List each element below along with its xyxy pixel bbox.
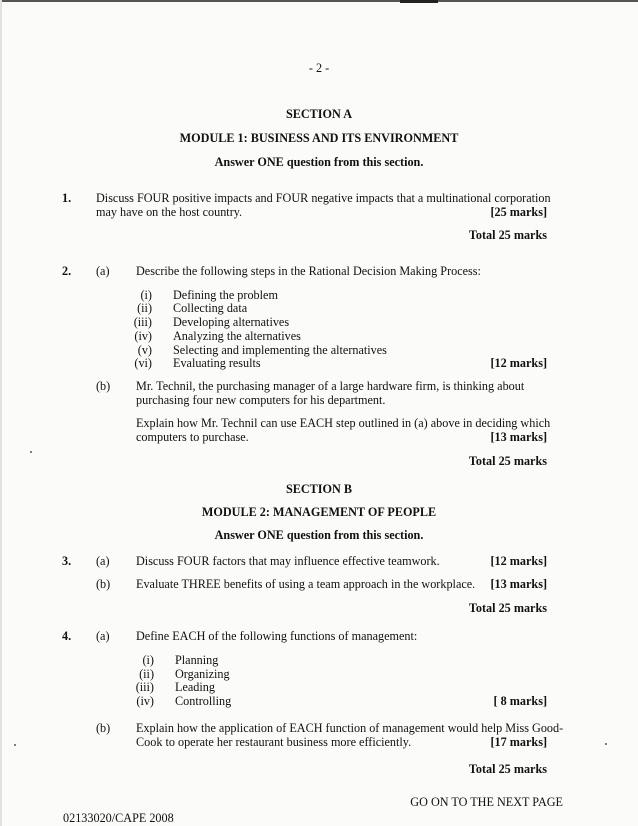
list-item-text: Defining the problem	[173, 288, 278, 302]
question-3-total: Total 25 marks	[468, 601, 547, 615]
page-number: - 2 -	[308, 61, 330, 75]
question-4b-text-line2: Cook to operate her restaurant business more efficiently.	[136, 735, 412, 749]
question-1-text-line1: Discuss FOUR positive impacts and FOUR negative impacts that a multinational corporation	[96, 191, 551, 205]
scan-left-edge	[0, 0, 2, 826]
question-4a-text: Define EACH of the following functions of management:	[136, 629, 418, 643]
scan-top-mark	[400, 0, 438, 3]
question-3b-label: (b)	[96, 577, 111, 591]
module-1-title: MODULE 1: BUSINESS AND ITS ENVIRONMENT	[179, 131, 459, 145]
question-2a-marks: [12 marks]	[490, 356, 547, 370]
list-item-text: Organizing	[175, 667, 230, 681]
list-item-number: (ii)	[137, 301, 152, 315]
question-4b-marks: [17 marks]	[490, 735, 547, 749]
list-item-number: (iv)	[134, 329, 152, 343]
list-item-text: Analyzing the alternatives	[173, 329, 301, 343]
list-item-text: Developing alternatives	[173, 315, 290, 329]
question-2-total: Total 25 marks	[468, 454, 547, 468]
question-4a-marks: [ 8 marks]	[493, 694, 547, 708]
question-4-total: Total 25 marks	[468, 762, 547, 776]
question-3-number: 3.	[62, 554, 72, 568]
question-2b-label: (b)	[96, 379, 111, 393]
question-4a-label: (a)	[96, 629, 110, 643]
list-item-number: (ii)	[139, 667, 154, 681]
scan-speck	[30, 451, 32, 453]
question-3b-marks: [13 marks]	[490, 577, 547, 591]
question-4b-label: (b)	[96, 721, 111, 735]
list-item-text: Planning	[175, 653, 219, 667]
list-item-number: (v)	[137, 343, 152, 357]
question-4b-text-line1: Explain how the application of EACH function of management would help Miss Good-	[136, 721, 564, 735]
scan-speck	[605, 743, 607, 745]
question-2a-label: (a)	[96, 264, 110, 278]
question-3a-text: Discuss FOUR factors that may influence effective teamwork.	[136, 554, 440, 568]
list-item-number: (vi)	[134, 356, 152, 370]
module-2-title: MODULE 2: MANAGEMENT OF PEOPLE	[201, 505, 437, 519]
list-item-number: (i)	[140, 288, 152, 302]
question-2a-text: Describe the following steps in the Rational Decision Making Process:	[136, 264, 481, 278]
question-2b-text-line4: computers to purchase.	[136, 430, 249, 444]
question-1-text-line2: may have on the host country.	[96, 205, 243, 219]
question-3b-text: Evaluate THREE benefits of using a team approach in the workplace.	[136, 577, 476, 591]
list-item-text: Controlling	[175, 694, 232, 708]
list-item-number: (iv)	[136, 694, 154, 708]
question-3a-marks: [12 marks]	[490, 554, 547, 568]
section-a-title: SECTION A	[285, 107, 353, 121]
next-page-prompt: GO ON TO THE NEXT PAGE	[410, 795, 563, 809]
scan-top-border	[0, 0, 638, 2]
question-2b-marks: [13 marks]	[490, 430, 547, 444]
list-item-number: (i)	[142, 653, 154, 667]
question-2b-text-line1: Mr. Technil, the purchasing manager of a large hardware firm, is thinking about	[136, 379, 525, 393]
paper-code: 02133020/CAPE 2008	[63, 811, 174, 825]
question-4-number: 4.	[62, 629, 72, 643]
list-item-number: (iii)	[135, 680, 154, 694]
list-item-text: Leading	[175, 680, 215, 694]
list-item-text: Collecting data	[173, 301, 248, 315]
question-2-number: 2.	[62, 264, 72, 278]
list-item-number: (iii)	[133, 315, 152, 329]
question-1-number: 1.	[62, 191, 72, 205]
section-a-instruction: Answer ONE question from this section.	[214, 155, 424, 169]
question-1-marks: [25 marks]	[490, 205, 547, 219]
question-2b-text-line2: purchasing four new computers for his department.	[136, 393, 386, 407]
section-b-instruction: Answer ONE question from this section.	[214, 528, 424, 542]
question-1-total: Total 25 marks	[468, 228, 547, 242]
section-b-title: SECTION B	[285, 482, 353, 496]
question-3a-label: (a)	[96, 554, 110, 568]
question-2b-text-line3: Explain how Mr. Technil can use EACH step outlined in (a) above in deciding which	[136, 416, 551, 430]
list-item-text: Evaluating results	[173, 356, 261, 370]
scan-speck	[14, 744, 16, 746]
list-item-text: Selecting and implementing the alternatives	[173, 343, 387, 357]
